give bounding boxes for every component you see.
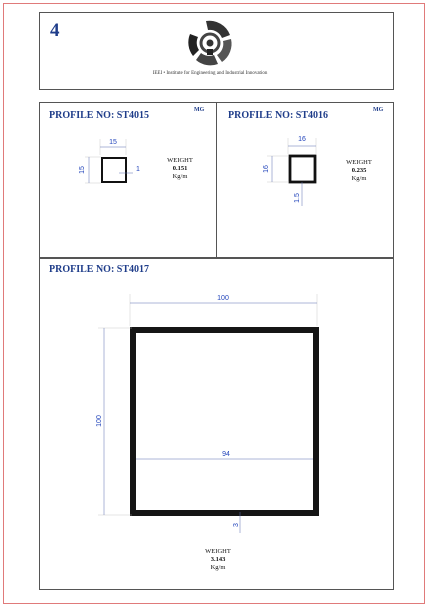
weight-unit: Kg/m (351, 175, 367, 182)
height-dimension: 100 (96, 415, 103, 427)
panel-divider (216, 102, 217, 258)
height-dimension: 15 (79, 166, 86, 174)
width-dimension: 16 (298, 136, 306, 143)
weight-unit: Kg/m (172, 173, 188, 180)
profile-title-st4017: PROFILE NO: ST4017 (49, 264, 150, 275)
profile-drawing-st4016 (257, 132, 337, 212)
weight-value: 0.151 (172, 165, 188, 172)
profile-title-st4015: PROFILE NO: ST4015 (49, 110, 150, 121)
weight-label: WEIGHT (205, 548, 231, 555)
weight-block-st4016 (337, 159, 381, 183)
profile-drawing-st4015 (75, 135, 155, 195)
thickness-dimension: 1.5 (294, 193, 301, 203)
weight-label: WEIGHT (167, 157, 193, 164)
inner-dimension: 94 (222, 451, 230, 458)
page-number: 4 (50, 20, 60, 41)
height-dimension: 16 (263, 165, 270, 173)
logo-text: IEEI • Institute for Engineering and Industrial Innovation (152, 71, 268, 76)
profile-drawing-st4017 (90, 290, 330, 540)
weight-label: WEIGHT (346, 159, 372, 166)
maker-mark: MG (194, 107, 205, 113)
thickness-dimension: 3 (233, 523, 240, 527)
weight-block-st4015 (158, 157, 202, 181)
thickness-dimension: 1 (136, 166, 140, 173)
width-dimension: 100 (217, 295, 229, 302)
weight-value: 3.143 (210, 556, 226, 563)
weight-block-st4017 (196, 548, 240, 572)
profile-title-st4016: PROFILE NO: ST4016 (228, 110, 329, 121)
weight-unit: Kg/m (210, 564, 226, 571)
maker-mark: MG (373, 107, 384, 113)
weight-value: 0.235 (351, 167, 367, 174)
company-logo (152, 14, 268, 76)
width-dimension: 15 (109, 139, 117, 146)
